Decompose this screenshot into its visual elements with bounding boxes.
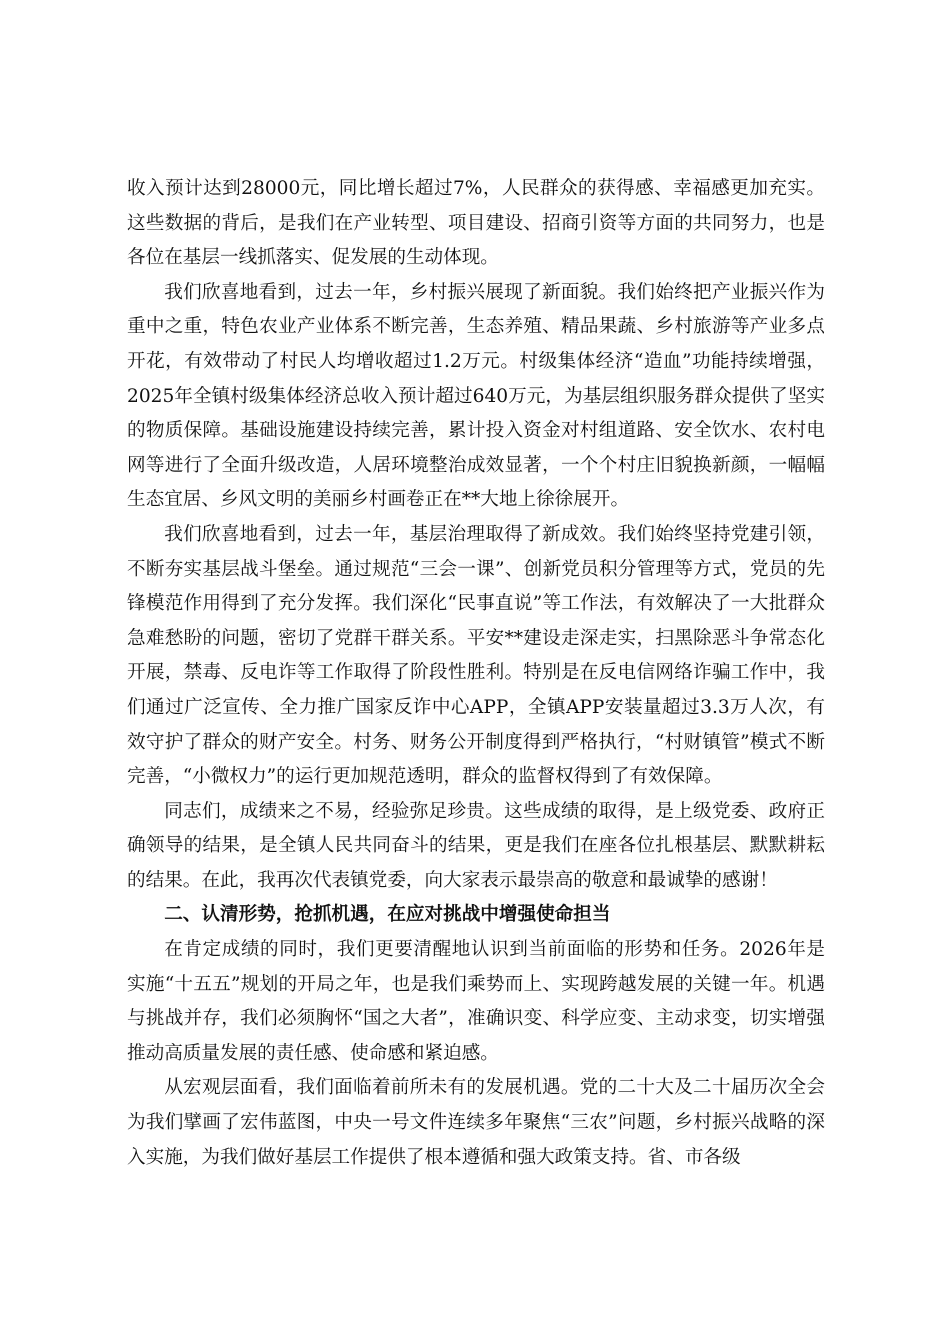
paragraph-macro-opportunities: 从宏观层面看，我们面临着前所未有的发展机遇。党的二十大及二十届历次全会为我们擘画了宏伟蓝图，中央一号文件连续多年聚焦“三农”问题，乡村振兴战略的深入实施，为我们做好基层工作提供了根本遵循和强大政策支持。省、市各级 [127, 1077, 825, 1168]
paragraph-continuation: 收入预计达到28000元，同比增长超过7%，人民群众的获得感、幸福感更加充实。这些数据的背后，是我们在产业转型、项目建设、招商引资等方面的共同努力，也是各位在基层一线抓落实、促发展的生动体现。 [127, 178, 825, 269]
paragraph-thanks: 同志们，成绩来之不易，经验弥足珍贵。这些成绩的取得，是上级党委、政府正确领导的结果，是全镇人民共同奋斗的结果，更是我们在座各位扎根基层、默默耕耘的结果。在此，我再次代表镇党委，向大家表示最崇高的敬意和最诚挚的感谢！ [127, 800, 825, 891]
section-heading: 二、认清形势，抢抓机遇，在应对挑战中增强使命担当 [164, 904, 611, 926]
paragraph-situation: 在肯定成绩的同时，我们更要清醒地认识到当前面临的形势和任务。2026年是实施“十五五”规划的开局之年，也是我们乘势而上、实现跨越发展的关键一年。机遇与挑战并存，我们必须胸怀“国之大者”，准确识变、科学应变、主动求变，切实增强推动高质量发展的责任感、使命感和紧迫感。 [127, 939, 825, 1064]
paragraph-grassroots-governance: 我们欣喜地看到，过去一年，基层治理取得了新成效。我们始终坚持党建引领，不断夯实基层战斗堡垒。通过规范“三会一课”、创新党员积分管理等方式，党员的先锋模范作用得到了充分发挥。我们深化“民事直说”等工作法，有效解决了一大批群众急难愁盼的问题，密切了党群干群关系。平安**建设走深走实，扫黑除恶斗争常态化开展，禁毒、反电诈等工作取得了阶段性胜利。特别是在反电信网络诈骗工作中，我们通过广泛宣传、全力推广国家反诈中心APP，全镇APP安装量超过3.3万人次，有效守护了群众的财产安全。村务、财务公开制度得到严格执行，“村财镇管”模式不断完善，“小微权力”的运行更加规范透明，群众的监督权得到了有效保障。 [127, 523, 825, 788]
document-body [127, 172, 825, 1175]
paragraph-rural-revitalization: 我们欣喜地看到，过去一年，乡村振兴展现了新面貌。我们始终把产业振兴作为重中之重，特色农业产业体系不断完善，生态养殖、精品果蔬、乡村旅游等产业多点开花，有效带动了村民人均增收超过1.2万元。村级集体经济“造血”功能持续增强，2025年全镇村级集体经济总收入预计超过640万元，为基层组织服务群众提供了坚实的物质保障。基础设施建设持续完善，累计投入资金对村组道路、安全饮水、农村电网等进行了全面升级改造，人居环境整治成效显著，一个个村庄旧貌换新颜，一幅幅生态宜居、乡风文明的美丽乡村画卷正在**大地上徐徐展开。 [127, 281, 825, 511]
